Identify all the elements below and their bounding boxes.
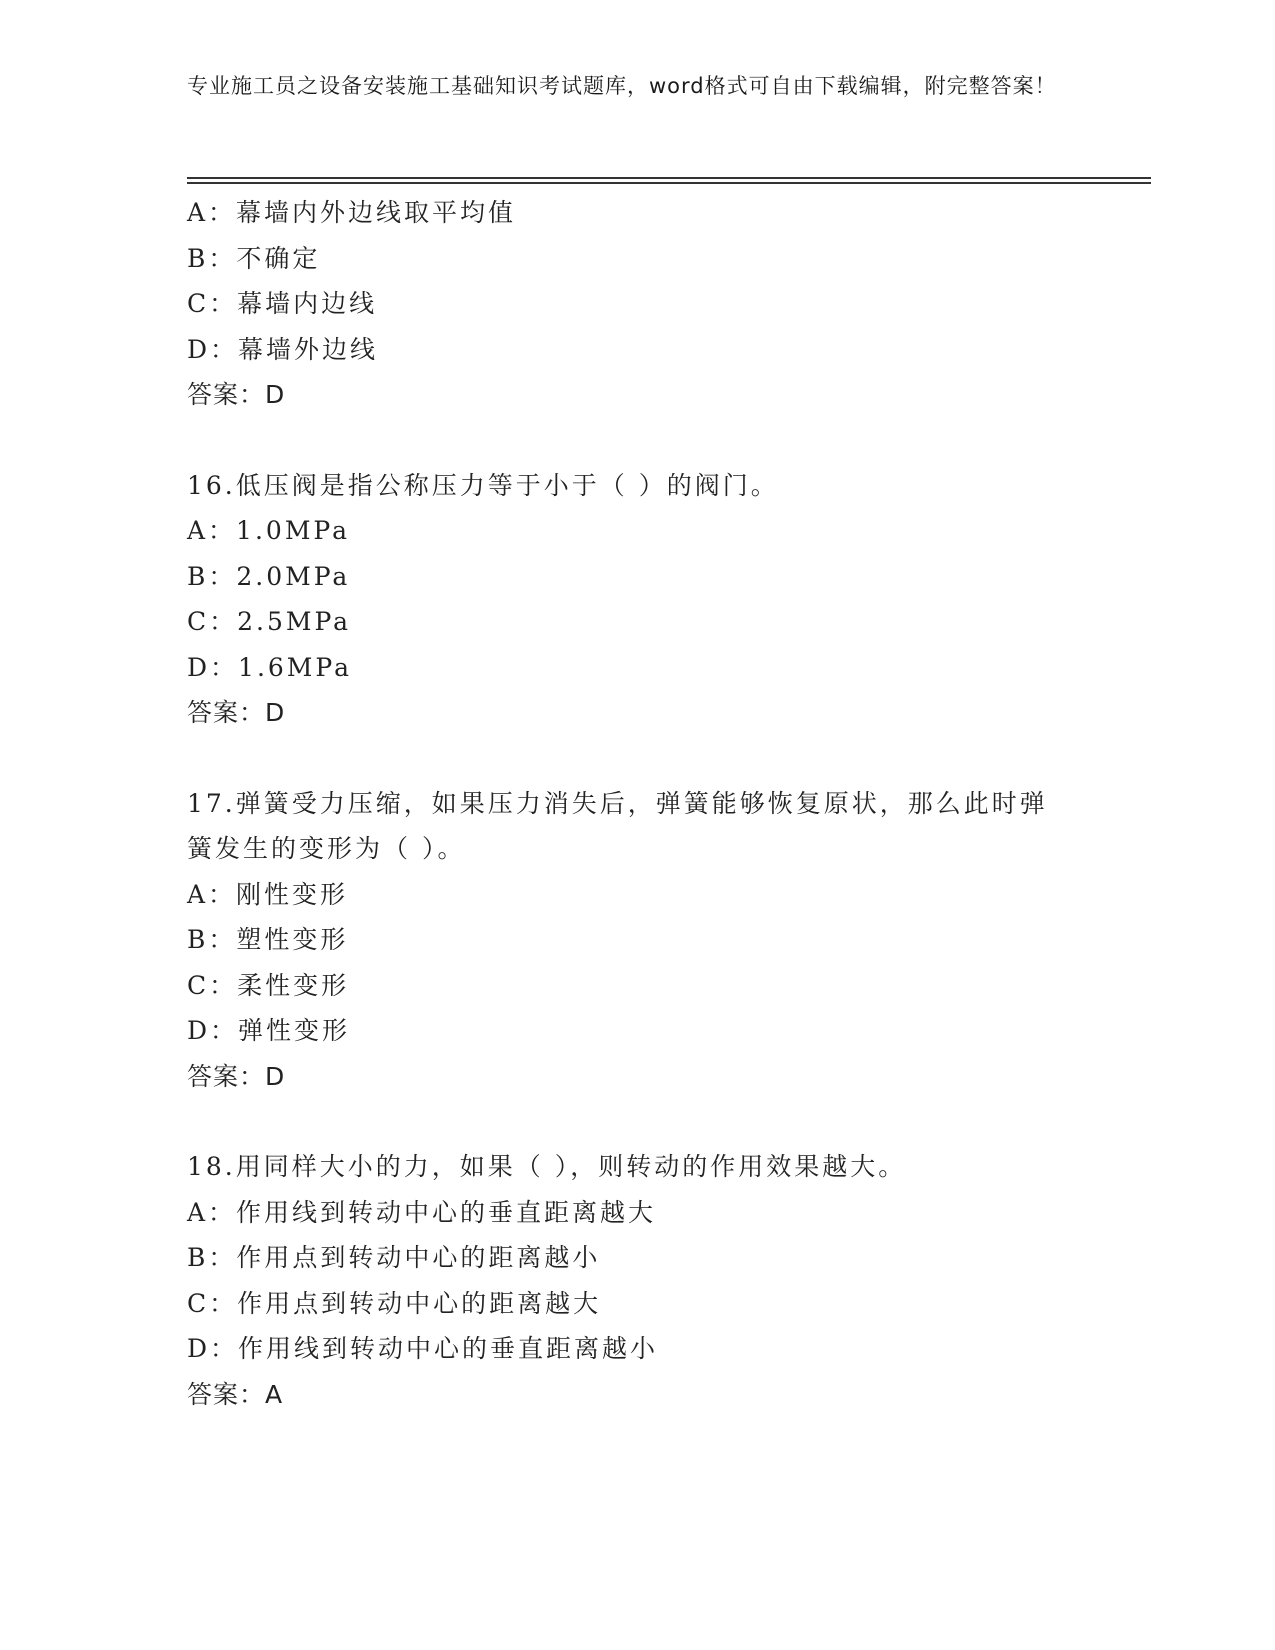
option-b: B：作用点到转动中心的距离越小: [187, 1243, 601, 1272]
document-header: 专业施工员之设备安装施工基础知识考试题库，word格式可自由下载编辑，附完整答案！: [187, 74, 1057, 98]
block-spacer: [187, 736, 1087, 781]
option-a: A：作用线到转动中心的垂直距离越大: [187, 1197, 657, 1227]
option-c: C：2.5MPa: [187, 607, 352, 636]
option-b: B：2.0MPa: [187, 561, 351, 591]
option-c: C：幕墙内边线: [187, 289, 378, 318]
answer-line: 答案：D: [187, 698, 286, 727]
option-d: D：1.6MPa: [187, 652, 353, 682]
block-spacer: [187, 418, 1087, 463]
block-spacer: [187, 1099, 1087, 1144]
option-a: A：幕墙内外边线取平均值: [187, 198, 517, 227]
question-text-line-1: 17.弹簧受力压缩，如果压力消失后，弹簧能够恢复原状，那么此时弹: [187, 788, 1048, 818]
question-block-17: [187, 781, 1087, 1100]
header-rule-top: [187, 177, 1151, 179]
option-a: A：1.0MPa: [187, 516, 351, 545]
answer-line: 答案：A: [187, 1379, 284, 1409]
question-text-line-2: 簧发生的变形为（ ）。: [187, 834, 466, 863]
option-a: A：刚性变形: [187, 879, 349, 909]
option-d: D：弹性变形: [187, 1016, 351, 1045]
option-b: B：不确定: [187, 243, 321, 273]
answer-line: 答案：D: [187, 1061, 286, 1091]
option-d: D：作用线到转动中心的垂直距离越小: [187, 1334, 659, 1363]
question-text: 16.低压阀是指公称压力等于小于（ ）的阀门。: [187, 470, 779, 500]
option-b: B：塑性变形: [187, 925, 349, 954]
question-block-16: [187, 463, 1087, 736]
option-c: C：柔性变形: [187, 970, 350, 1000]
header-rule-bottom: [187, 182, 1151, 184]
answer-line: 答案：D: [187, 380, 286, 409]
question-block-15: [187, 190, 1087, 418]
question-block-18: [187, 1144, 1087, 1417]
option-d: D：幕墙外边线: [187, 334, 379, 364]
option-c: C：作用点到转动中心的距离越大: [187, 1288, 602, 1318]
question-text: 18.用同样大小的力，如果（ ），则转动的作用效果越大。: [187, 1152, 907, 1181]
question-list: [187, 190, 1087, 1417]
